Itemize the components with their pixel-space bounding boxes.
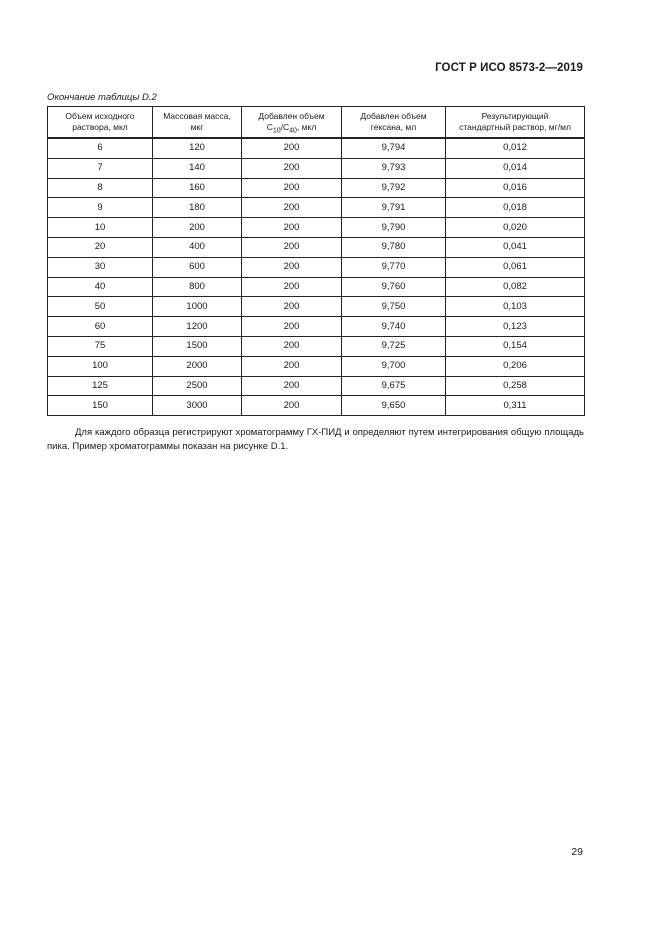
cell-source-volume: 100: [48, 356, 153, 376]
table-row: [48, 376, 585, 396]
cell-added-volume: 200: [242, 336, 342, 356]
cell-source-volume: 50: [48, 297, 153, 317]
column-header-line: /C: [280, 122, 290, 132]
cell-hexane-volume: 9,675: [342, 376, 446, 396]
cell-result: 0,103: [446, 297, 585, 317]
cell-source-volume: 30: [48, 257, 153, 277]
column-header-line: , мкл: [296, 122, 317, 132]
column-header-line: C: [266, 122, 273, 132]
cell-mass: 1200: [153, 317, 242, 337]
cell-result: 0,206: [446, 356, 585, 376]
cell-source-volume: 20: [48, 237, 153, 257]
table-row: [48, 237, 585, 257]
cell-added-volume: 200: [242, 257, 342, 277]
table-row: [48, 218, 585, 238]
cell-mass: 200: [153, 218, 242, 238]
cell-added-volume: 200: [242, 317, 342, 337]
cell-result: 0,154: [446, 336, 585, 356]
cell-hexane-volume: 9,793: [342, 158, 446, 178]
cell-source-volume: 40: [48, 277, 153, 297]
cell-added-volume: 200: [242, 237, 342, 257]
column-header-line: раствора, мкл: [72, 122, 128, 132]
column-header-line: стандартный раствор, мг/мл: [459, 122, 571, 132]
cell-mass: 400: [153, 237, 242, 257]
cell-mass: 3000: [153, 396, 242, 416]
cell-source-volume: 9: [48, 198, 153, 218]
cell-source-volume: 75: [48, 336, 153, 356]
body-paragraph: Для каждого образца регистрируют хроматограмму ГХ-ПИД и определяют путем интегрирования общую площадь пика. Пример хроматограммы показан на рисунке D.1.: [47, 427, 584, 452]
subscript: 10: [272, 127, 281, 135]
cell-hexane-volume: 9,740: [342, 317, 446, 337]
table-row: [48, 317, 585, 337]
cell-source-volume: 150: [48, 396, 153, 416]
cell-result: 0,014: [446, 158, 585, 178]
cell-added-volume: 200: [242, 198, 342, 218]
table-row: [48, 277, 585, 297]
column-header-mass: [153, 107, 242, 139]
cell-mass: 1000: [153, 297, 242, 317]
subscript: 40: [289, 127, 297, 135]
column-header-line: Объем исходного: [65, 111, 135, 121]
cell-hexane-volume: 9,750: [342, 297, 446, 317]
cell-added-volume: 200: [242, 297, 342, 317]
cell-result: 0,061: [446, 257, 585, 277]
column-header-line: Добавлен объем: [360, 111, 427, 121]
cell-added-volume: 200: [242, 376, 342, 396]
cell-mass: 2500: [153, 376, 242, 396]
column-header-line: Результирующий: [481, 111, 549, 121]
cell-source-volume: 6: [48, 138, 153, 158]
table-row: [48, 396, 585, 416]
column-header-line: Массовая масса,: [163, 111, 231, 121]
column-header-line: Добавлен объем: [258, 111, 325, 121]
table-row: [48, 198, 585, 218]
cell-added-volume: 200: [242, 218, 342, 238]
table-caption: Окончание таблицы D.2: [47, 92, 157, 103]
cell-mass: 600: [153, 257, 242, 277]
column-header-result-solution: [446, 107, 585, 139]
standard-code-header: ГОСТ Р ИСО 8573-2—2019: [435, 62, 583, 74]
cell-source-volume: 8: [48, 178, 153, 198]
cell-result: 0,082: [446, 277, 585, 297]
cell-mass: 140: [153, 158, 242, 178]
cell-hexane-volume: 9,770: [342, 257, 446, 277]
cell-added-volume: 200: [242, 277, 342, 297]
cell-added-volume: 200: [242, 396, 342, 416]
cell-hexane-volume: 9,791: [342, 198, 446, 218]
cell-added-volume: 200: [242, 138, 342, 158]
cell-added-volume: 200: [242, 356, 342, 376]
cell-hexane-volume: 9,790: [342, 218, 446, 238]
table-row: [48, 158, 585, 178]
cell-hexane-volume: 9,700: [342, 356, 446, 376]
column-header-line: мкг: [190, 122, 204, 132]
cell-mass: 180: [153, 198, 242, 218]
cell-source-volume: 60: [48, 317, 153, 337]
table-body: [48, 138, 585, 416]
cell-added-volume: 200: [242, 178, 342, 198]
cell-mass: 2000: [153, 356, 242, 376]
cell-result: 0,016: [446, 178, 585, 198]
column-header-added-volume-c10-c40: [242, 107, 342, 139]
cell-result: 0,041: [446, 237, 585, 257]
cell-hexane-volume: 9,650: [342, 396, 446, 416]
page-number: 29: [571, 846, 583, 858]
cell-mass: 160: [153, 178, 242, 198]
cell-mass: 120: [153, 138, 242, 158]
cell-hexane-volume: 9,725: [342, 336, 446, 356]
column-header-source-volume: [48, 107, 153, 139]
table-row: [48, 257, 585, 277]
cell-source-volume: 125: [48, 376, 153, 396]
cell-mass: 1500: [153, 336, 242, 356]
cell-added-volume: 200: [242, 158, 342, 178]
cell-hexane-volume: 9,780: [342, 237, 446, 257]
cell-result: 0,258: [446, 376, 585, 396]
cell-result: 0,020: [446, 218, 585, 238]
column-header-line: гексана, мл: [370, 122, 417, 132]
cell-result: 0,123: [446, 317, 585, 337]
table-row: [48, 336, 585, 356]
table-row: [48, 178, 585, 198]
data-table: [47, 106, 585, 416]
table-row: [48, 138, 585, 158]
column-header-hexane-volume: [342, 107, 446, 139]
cell-mass: 800: [153, 277, 242, 297]
cell-result: 0,018: [446, 198, 585, 218]
table-row: [48, 297, 585, 317]
cell-source-volume: 7: [48, 158, 153, 178]
cell-source-volume: 10: [48, 218, 153, 238]
table-row: [48, 356, 585, 376]
cell-result: 0,012: [446, 138, 585, 158]
cell-hexane-volume: 9,760: [342, 277, 446, 297]
cell-result: 0,311: [446, 396, 585, 416]
cell-hexane-volume: 9,792: [342, 178, 446, 198]
table-header-row: [48, 107, 585, 139]
cell-hexane-volume: 9,794: [342, 138, 446, 158]
